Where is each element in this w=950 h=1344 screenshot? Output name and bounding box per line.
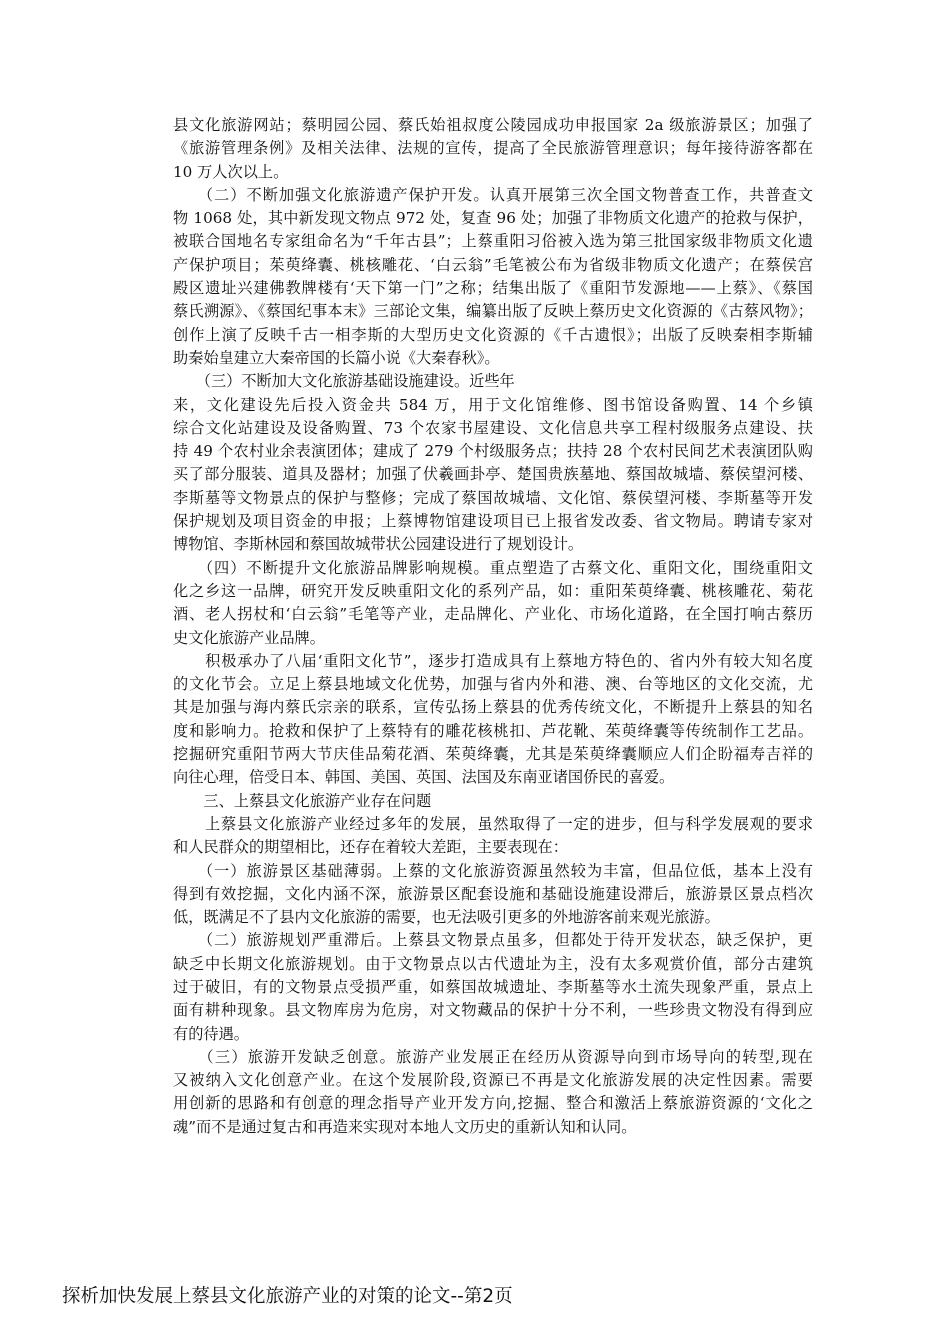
text-line: 助秦始皇建立大秦帝国的长篇小说《大秦春秋》。 (173, 348, 500, 367)
text-line: 和人民群众的期望相比，还存在着较大差距，主要表现在： (173, 838, 568, 857)
paragraph (173, 370, 813, 393)
text-line: 用创新的思路和有创意的理念指导产业开发方向,挖掘、整合和激活上蔡旅游资源的‘文化之 (173, 1094, 813, 1113)
text-line: 的文化节会。立足上蔡县地域文化优势，加强与省内外和港、澳、台等地区的文化交流，尤 (173, 675, 813, 694)
text-line: 被联合国地名专家组命名为“千年古县”；上蔡重阳习俗被入选为第三批国家级非物质文化遗 (173, 232, 813, 251)
text-line: 博物馆、李斯林园和蔡国故城带状公园建设进行了规划设计。 (173, 535, 584, 554)
text-line: （三）不断加大文化旅游基础设施建设。近些年 (173, 372, 515, 391)
paragraph (173, 813, 813, 860)
text-line: 挖掘研究重阳节两大节庆佳品菊花酒、茱萸绛囊，尤其是茱萸绛囊顺应人们企盼福寿吉祥的 (173, 745, 813, 764)
paragraph (173, 557, 813, 650)
text-line: 魂”而不是通过复古和再造来实现对本地人文历史的重新认知和认同。 (173, 1117, 637, 1136)
text-line: 创作上演了反映千古一相李斯的大型历史文化资源的《千古遗恨》；出版了反映秦相李斯辅 (173, 325, 813, 344)
text-line: 保护规划及项目资金的申报；上蔡博物馆建设项目已上报省发改委、省文物局。聘请专家对 (173, 512, 813, 531)
text-line: 李斯墓等文物景点的保护与整修；完成了蔡国故城墙、文化馆、蔡侯望河楼、李斯墓等开发 (173, 488, 813, 507)
paragraph (173, 114, 813, 184)
paragraph (173, 394, 813, 557)
paragraph (173, 790, 813, 813)
paragraph (173, 860, 813, 930)
text-line: 10 万人次以上。 (173, 162, 289, 181)
text-line: 化之乡这一品牌，研究开发反映重阳文化的系列产品，如：重阳茱萸绛囊、桃核雕花、菊花 (173, 581, 813, 600)
text-line: （二）不断加强文化旅游遗产保护开发。认真开展第三次全国文物普查工作，共普查文 (173, 185, 813, 204)
text-line: （一）旅游景区基础薄弱。上蔡的文化旅游资源虽然较为丰富，但品位低，基本上没有 (173, 861, 813, 880)
text-line: 殿区遗址兴建佛教牌楼有‘天下第一门”之称；结集出版了《重阳节发源地——上蔡》、《蔡国 (173, 279, 813, 298)
text-line: 综合文化站建设及设备购置、73 个农家书屋建设、文化信息共享工程村级服务点建设、扶 (173, 418, 813, 437)
text-line: 物 1068 处，其中新发现文物点 972 处，复查 96 处；加强了非物质文化遗产的抢救与保护， (173, 209, 813, 228)
text-line: 上蔡县文化旅游产业经过多年的发展，虽然取得了一定的进步，但与科学发展观的要求 (173, 814, 813, 833)
text-line: （三）旅游开发缺乏创意。旅游产业发展正在经历从资源导向到市场导向的转型,现在 (173, 1047, 813, 1066)
text-line: 县文化旅游网站；蔡明园公园、蔡氏始祖叔度公陵园成功申报国家 2a 级旅游景区；加强了 (173, 116, 813, 134)
paragraph (173, 929, 813, 1045)
text-line: 缺乏中长期文化旅游规划。由于文物景点以古代遗址为主，没有太多观赏价值，部分古建筑 (173, 954, 813, 973)
paragraph (173, 650, 813, 790)
text-line: 面有耕种现象。县文物库房为危房，对文物藏品的保护十分不利，一些珍贵文物没有得到应 (173, 1001, 813, 1020)
paragraph (173, 1046, 813, 1139)
text-line: 积极承办了八届‘重阳文化节”，逐步打造成具有上蔡地方特色的、省内外有较大知名度 (173, 651, 813, 670)
text-line: 酒、老人拐杖和‘白云翁”毛笔等产业，走品牌化、产业化、市场化道路，在全国打响古蔡历 (173, 605, 813, 624)
text-line: 有的待遇。 (173, 1024, 249, 1043)
text-line: 持 49 个农村业余表演团体；建成了 279 个村级服务点；扶持 28 个农村民间艺术表演团队购 (173, 442, 813, 461)
text-line: 史文化旅游产业品牌。 (173, 628, 325, 647)
text-line: 低，既满足不了县内文化旅游的需要，也无法吸引更多的外地游客前来观光旅游。 (173, 908, 720, 927)
text-line: 蔡氏溯源》、《蔡国纪事本末》三部论文集，编纂出版了反映上蔡历史文化资源的《古蔡风物》； (173, 302, 813, 321)
text-line: （二）旅游规划严重滞后。上蔡县文物景点虽多，但都处于待开发状态，缺乏保护，更 (173, 931, 813, 950)
text-line: 买了部分服装、道具及器材；加强了伏羲画卦亭、楚国贵族墓地、蔡国故城墙、蔡侯望河楼、 (173, 465, 813, 484)
text-line: 产保护项目；茱萸绛囊、桃核雕花、‘白云翁”毛笔被公布为省级非物质文化遗产；在蔡侯宫 (173, 255, 813, 274)
text-line: 得到有效挖掘，文化内涵不深，旅游景区配套设施和基础设施建设滞后，旅游景区景点档次 (173, 884, 813, 903)
text-line: 其是加强与海内蔡氏宗亲的联系，宣传弘扬上蔡县的优秀传统文化，不断提升上蔡县的知名 (173, 698, 813, 717)
body-text (173, 114, 813, 1139)
text-line: 《旅游管理条例》及相关法律、法规的宣传，提高了全民旅游管理意识；每年接待游客都在 (173, 139, 813, 158)
text-line: （四）不断提升文化旅游品牌影响规模。重点塑造了古蔡文化、重阳文化，围绕重阳文 (173, 558, 813, 577)
text-line: 又被纳入文化创意产业。在这个发展阶段,资源已不再是文化旅游发展的决定性因素。需要 (173, 1071, 813, 1090)
page-footer: 探析加快发展上蔡县文化旅游产业的对策的论文--第2页 (62, 1286, 513, 1307)
text-line: 过于破旧，有的文物景点受损严重，如蔡国故城遗址、李斯墓等水土流失现象严重，景点上 (173, 977, 813, 996)
text-line: 度和影响力。抢救和保护了上蔡特有的雕花核桃扣、芦花靴、茱萸绛囊等传统制作工艺品。 (173, 721, 813, 740)
text-line: 来，文化建设先后投入资金共 584 万，用于文化馆维修、图书馆设备购置、14 个乡镇 (173, 395, 813, 414)
paragraph (173, 184, 813, 370)
text-line: 三、上蔡县文化旅游产业存在问题 (173, 791, 432, 810)
text-line: 向往心理，倍受日本、韩国、美国、英国、法国及东南亚诸国侨民的喜爱。 (173, 768, 675, 787)
